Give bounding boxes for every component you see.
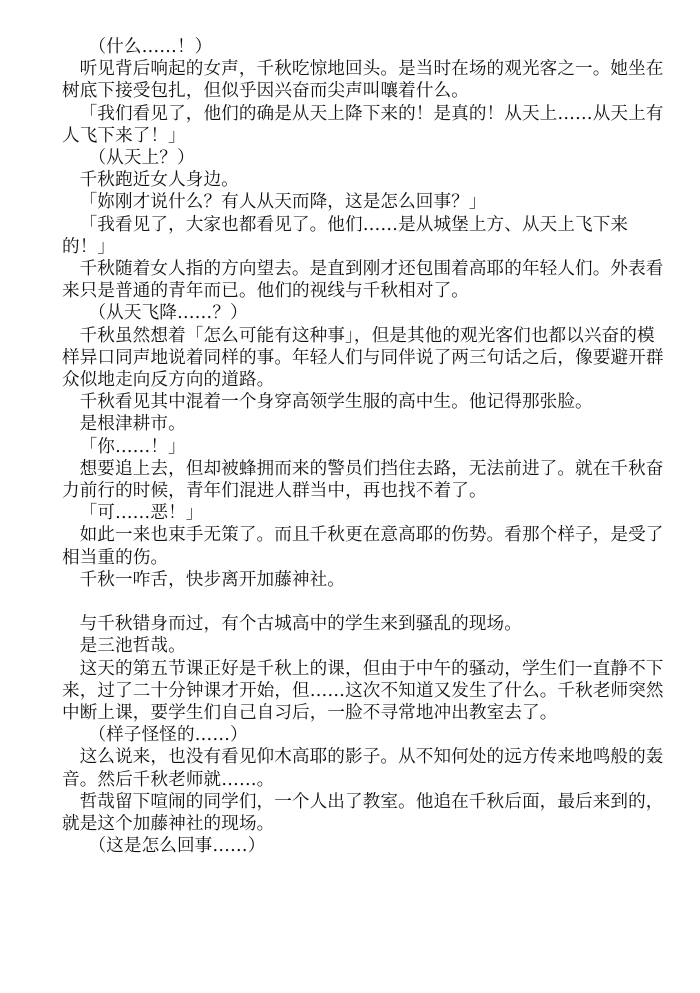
paragraph: 如此一来也束手无策了。而且千秋更在意高耶的伤势。看那个样子，是受了相当重的伤。 [62,525,664,568]
paragraph: 「可……恶！」 [79,503,204,524]
paragraph: 千秋随着女人指的方向望去。是直到刚才还包围着高耶的年轻人们。外表看来只是普通的青年而已。他们的视线与千秋相对了。 [62,259,664,302]
paragraph: （样子怪怪的……） [79,725,248,746]
paragraph: 「你……！」 [79,436,186,457]
paragraph: 是三池哲哉。 [79,636,186,657]
paragraph: 与千秋错身而过，有个古城高中的学生来到骚乱的现场。 [79,614,522,635]
paragraph: 千秋虽然想着「怎么可能有这种事」，但是其他的观光客们也都以兴奋的模样异口同声地说着同样的事。年轻人们与同伴说了两三句话之后，像要避开群众似地走向反方向的道路。 [62,325,664,391]
paragraph: （这是怎么回事……） [79,836,266,857]
paragraph: （什么……！） [79,37,213,57]
paragraph: 哲哉留下喧闹的同学们，一个人出了教室。他追在千秋后面，最后来到的，就是这个加藤神社的现场。 [62,791,664,835]
section-break [62,591,672,613]
paragraph: （从天上？） [79,148,195,169]
paragraph: 「我们看见了，他们的确是从天上降下来的！是真的！从天上……从天上有人飞下来了！」 [62,103,664,146]
paragraph: 千秋看见其中混着一个身穿高领学生服的高中生。他记得那张脸。 [79,392,593,413]
paragraph: 千秋跑近女人身边。 [79,170,239,191]
paragraph: 想要追上去，但却被蜂拥而来的警员们挡住去路，无法前进了。就在千秋奋力前行的时候，青年们混进人群当中，再也找不着了。 [62,458,664,502]
paragraph: 这天的第五节课正好是千秋上的课，但由于中午的骚动，学生们一直静不下来，过了二十分钟课才开始，但……这次不知道又发生了什么。千秋老师突然中断上课，要学生们自己自习后，一脸不寻常地冲出教室去了。 [62,658,664,724]
paragraph: （从天飞降……？） [79,303,248,324]
paragraph: 「妳刚才说什么？有人从天而降，这是怎么回事？」 [79,192,487,213]
paragraph: 「我看见了，大家也都看见了。他们……是从城堡上方、从天上飞下来的！」 [62,214,629,257]
paragraph: 这么说来，也没有看见仰木高耶的影子。从不知何处的远方传来地鸣般的轰音。然后千秋老师就……。 [62,747,664,790]
body-text [62,36,672,858]
paragraph: 千秋一咋舌，快步离开加藤神社。 [79,569,346,590]
paragraph: 是根津耕市。 [79,414,186,435]
paragraph: 听见背后响起的女声，千秋吃惊地回头。是当时在场的观光客之一。她坐在树底下接受包扎，但似乎因兴奋而尖声叫嚷着什么。 [62,59,664,102]
